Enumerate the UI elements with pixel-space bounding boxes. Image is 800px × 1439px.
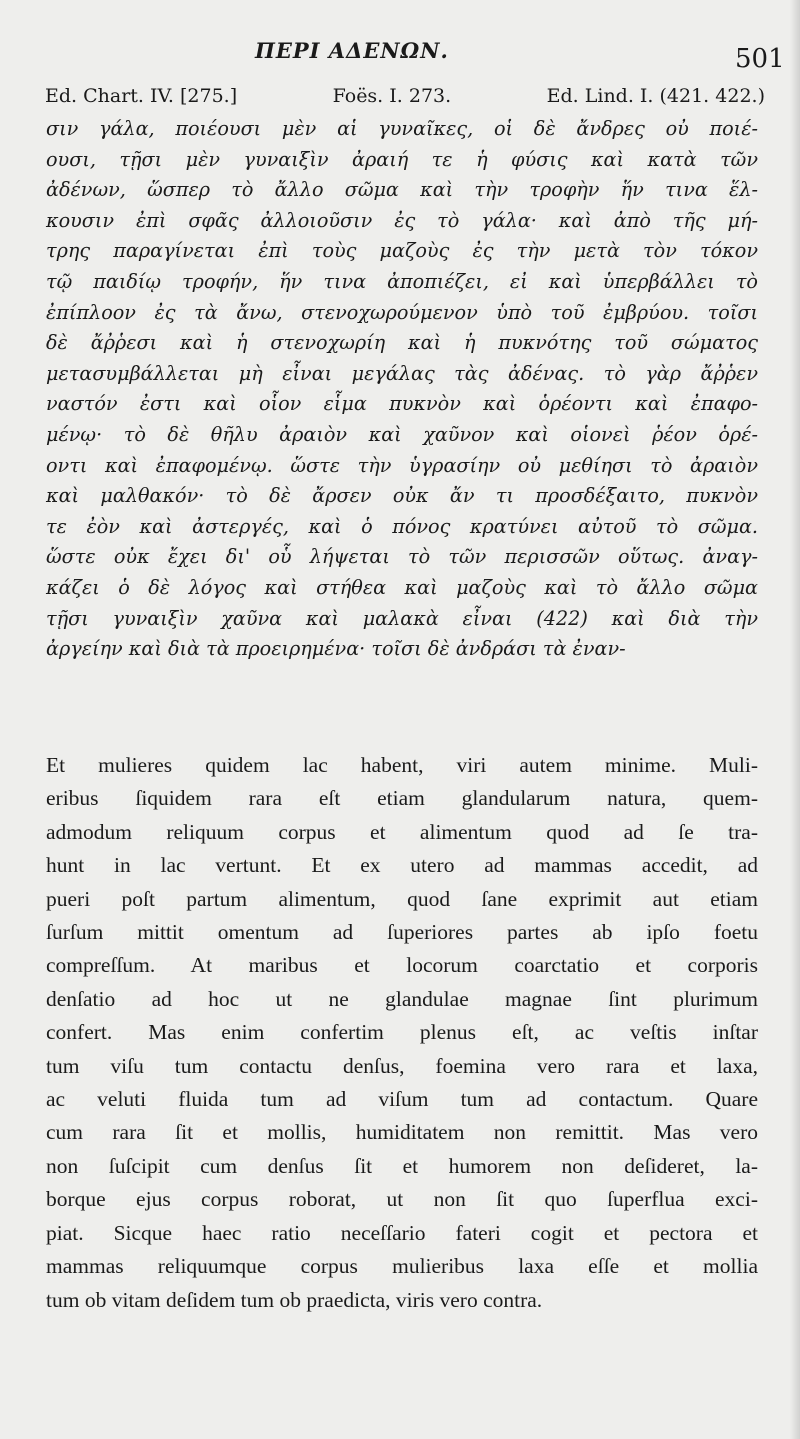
greek-line: ἀδένων, ὥσπερ τὸ ἄλλο σῶμα καὶ τὴν τροφὴν ἥν τινα ἕλ- [46, 178, 758, 202]
edition-foes: Foës. I. 273. [332, 85, 452, 107]
page-number: 501 [735, 44, 785, 74]
greek-line: ὥστε οὐκ ἔχει δι' οὗ λήψεται τὸ τῶν περισσῶν οὕτως. ἀναγ- [46, 545, 758, 569]
greek-line: σιν γάλα, ποιέουσι μὲν αἱ γυναῖκες, οἱ δὲ ἄνδρες οὐ ποιέ- [46, 117, 758, 140]
latin-line: ac veluti fluida tum ad viſum tum ad contactum. Quare [46, 1087, 758, 1112]
greek-line: κάζει ὁ δὲ λόγος καὶ στήθεα καὶ μαζοὺς καὶ τὸ ἄλλο σῶμα [46, 575, 758, 599]
latin-translation-block [46, 749, 758, 1317]
greek-line: μένῳ· τὸ δὲ θῆλυ ἀραιὸν καὶ χαῦνον καὶ οἱονεὶ ῥέον ὁρέ- [46, 422, 758, 446]
greek-line: καὶ μαλθακόν· τὸ δὲ ἄρσεν οὐκ ἄν τι προσδέξαιτο, πυκνὸν [46, 484, 758, 508]
running-head: ΠΕΡΙ ΑΔΕΝΩΝ. [255, 38, 449, 63]
latin-line: borque ejus corpus roborat, ut non ſit quo ſuperflua exci- [46, 1187, 758, 1212]
latin-line: ſurſum mittit omentum ad ſuperiores partes ab ipſo foetu [46, 920, 758, 945]
greek-line: ναστόν ἐστι καὶ οἷον εἷμα πυκνὸν καὶ ὁρέοντι καὶ ἐπαφο- [46, 392, 758, 416]
greek-line: κουσιν ἐπὶ σφᾶς ἀλλοιοῦσιν ἐς τὸ γάλα· καὶ ἀπὸ τῆς μή- [46, 208, 758, 232]
latin-line: tum ob vitam deſidem tum ob praedicta, viris vero contra. [46, 1287, 543, 1312]
latin-line: admodum reliquum corpus et alimentum quod ad ſe tra- [46, 819, 758, 844]
latin-line: compreſſum. At maribus et locorum coarctatio et corporis [46, 953, 758, 978]
latin-line: tum viſu tum contactu denſus, foemina vero rara et laxa, [46, 1053, 758, 1078]
latin-line: confert. Mas enim confertim plenus eſt, ac veſtis inſtar [46, 1020, 758, 1045]
greek-text-block [46, 114, 758, 665]
latin-line: eribus ſiquidem rara eſt etiam glandularum natura, quem- [46, 786, 758, 811]
greek-line: τρης παραγίνεται ἐπὶ τοὺς μαζοὺς ἐς τὴν μετὰ τὸν τόκον [46, 239, 758, 263]
edition-linden: Ed. Lind. I. (421. 422.) [546, 85, 765, 107]
greek-line: τε ἐὸν καὶ ἀστεργές, καὶ ὁ πόνος κρατύνει αὐτοῦ τὸ σῶμα. [46, 514, 758, 538]
greek-line: ἐπίπλοον ἐς τὰ ἄνω, στενοχωρούμενον ὑπὸ τοῦ ἐμβρύου. τοῖσι [46, 300, 758, 324]
greek-line: δὲ ἄῤῥεσι καὶ ἡ στενοχωρίη καὶ ἡ πυκνότης τοῦ σώματος [46, 331, 758, 355]
greek-line: ἀργείην καὶ διὰ τὰ προειρημένα· τοῖσι δὲ ἀνδράσι τὰ ἐναν- [46, 637, 626, 661]
latin-line: denſatio ad hoc ut ne glandulae magnae ſint plurimum [46, 986, 758, 1011]
latin-line: hunt in lac vertunt. Et ex utero ad mammas accedit, ad [46, 853, 758, 878]
greek-line: τῷ παιδίῳ τροφήν, ἥν τινα ἀποπιέζει, εἰ καὶ ὑπερβάλλει τὸ [46, 269, 758, 293]
latin-line: non ſuſcipit cum denſus ſit et humorem non deſideret, la- [46, 1153, 758, 1178]
latin-line: piat. Sicque haec ratio neceſſario fateri cogit et pectora et [46, 1220, 758, 1245]
latin-line: pueri poſt partum alimentum, quod ſane exprimit aut etiam [46, 886, 758, 911]
latin-line: cum rara ſit et mollis, humiditatem non remittit. Mas vero [46, 1120, 758, 1145]
greek-line: τῇσι γυναιξὶν χαῦνα καὶ μαλακὰ εἶναι (422) καὶ διὰ τὴν [46, 606, 758, 630]
greek-line: ουσι, τῇσι μὲν γυναιξὶν ἀραιή τε ἡ φύσις καὶ κατὰ τῶν [46, 147, 758, 171]
latin-line: Et mulieres quidem lac habent, viri autem minime. Muli- [46, 753, 758, 777]
greek-line: μετασυμβάλλεται μὴ εἶναι μεγάλας τὰς ἀδένας. τὸ γὰρ ἄῤῥεν [46, 361, 758, 385]
greek-line: οντι καὶ ἐπαφομένῳ. ὥστε τὴν ὑγρασίην οὐ μεθίησι τὸ ἀραιὸν [46, 453, 758, 477]
latin-line: mammas reliquumque corpus mulieribus laxa eſſe et mollia [46, 1254, 758, 1279]
edition-references [45, 85, 765, 107]
edition-chartier: Ed. Chart. IV. [275.] [45, 85, 238, 107]
